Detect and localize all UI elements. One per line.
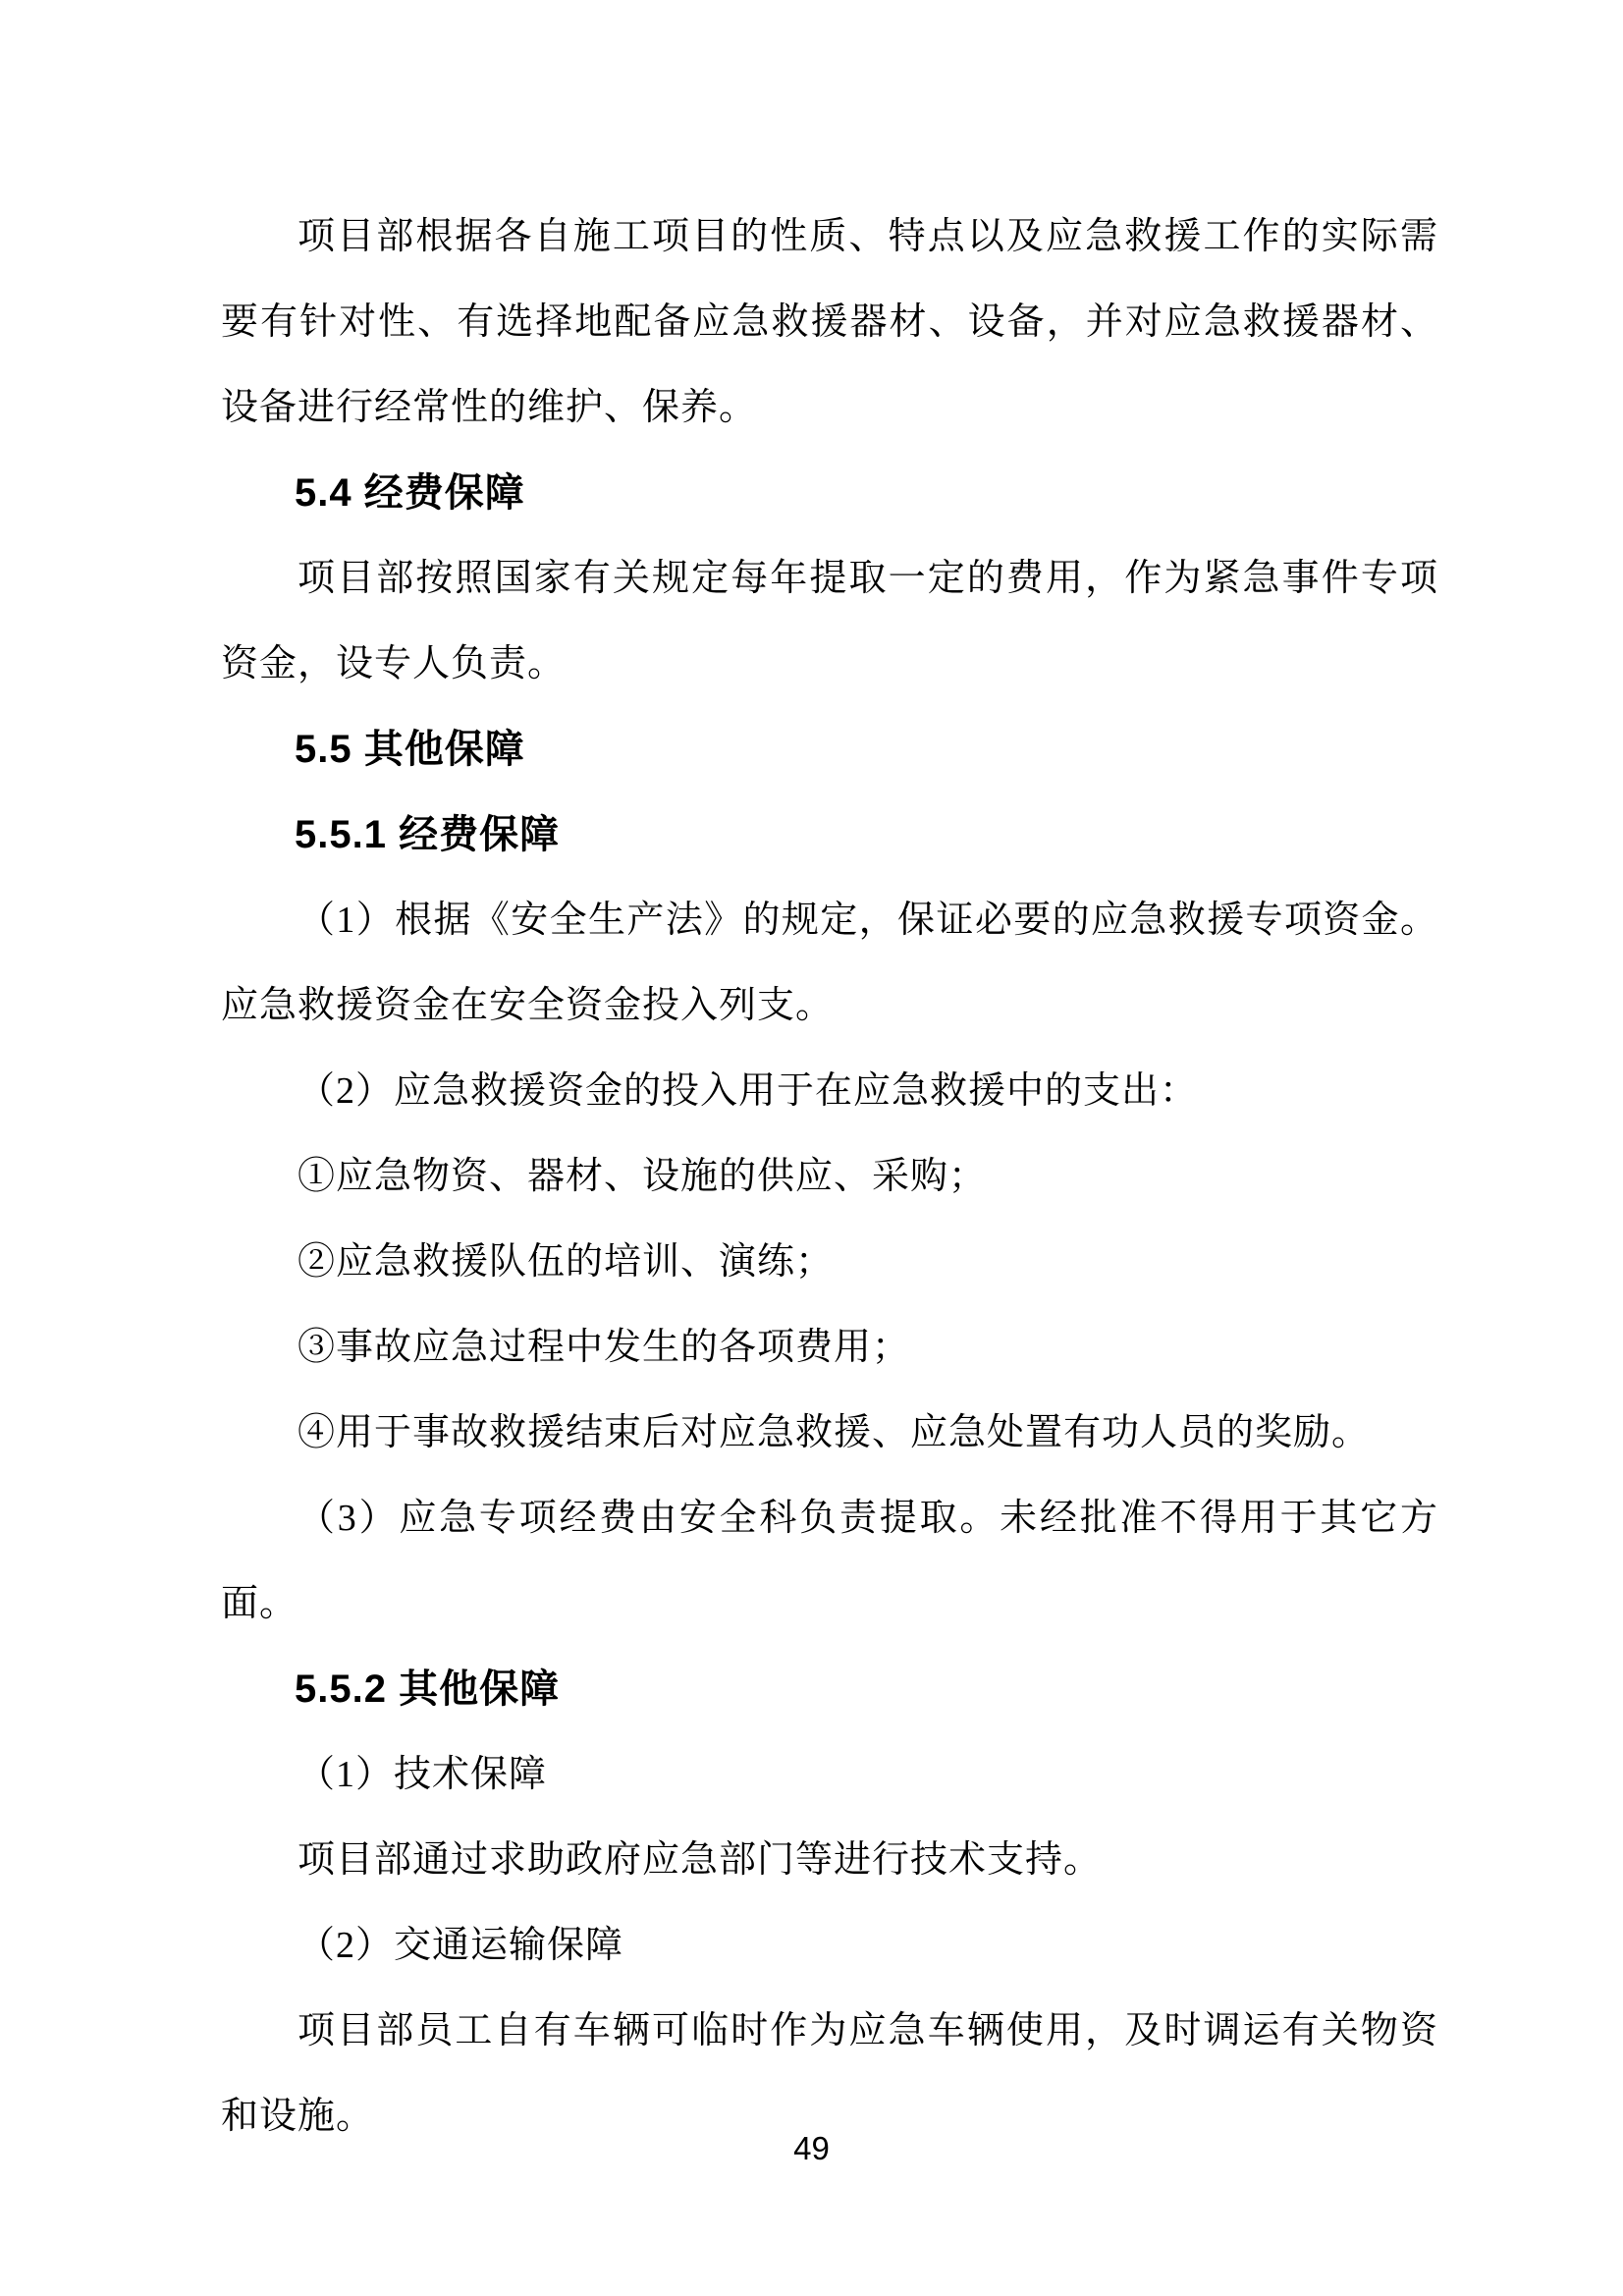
list-item-4-rewards: ④用于事故救援结束后对应急救援、应急处置有功人员的奖励。 [298,1412,1371,1453]
paragraph-item-2-funding-usage: （2）应急救援资金的投入用于在应急救援中的支出： [298,1070,1199,1112]
list-item-2-training: ②应急救援队伍的培训、演练； [298,1241,835,1283]
section-heading-5-5-2: 5.5.2 其他保障 [295,1667,561,1711]
list-item-3-expenses: ③事故应急过程中发生的各项费用； [298,1327,911,1368]
paragraph-item-2-transport-title: （2）交通运输保障 [298,1925,624,1966]
document-body [221,194,1438,2159]
section-heading-5-5-1: 5.5.1 经费保障 [295,813,561,856]
page-number: 49 [793,2130,830,2166]
paragraph-item-1-funding-law: （1）根据《安全生产法》的规定，保证必要的应急救援专项资金。应急救援资金在安全资金投入列支。 [221,900,1438,1026]
paragraph-item-1-technical-support-title: （1）技术保障 [298,1754,548,1795]
paragraph-transport-body: 项目部员工自有车辆可临时作为应急车辆使用，及时调运有关物资和设施。 [221,2010,1438,2137]
list-item-1-supplies: ①应急物资、器材、设施的供应、采购； [298,1156,988,1197]
section-heading-5-4: 5.4 经费保障 [295,471,525,515]
paragraph-funding-withdrawal: 项目部按照国家有关规定每年提取一定的费用，作为紧急事件专项资金，设专人负责。 [221,558,1438,684]
section-heading-5-5: 5.5 其他保障 [295,728,525,771]
paragraph-item-3-fund-management: （3）应急专项经费由安全科负责提取。未经批准不得用于其它方面。 [221,1498,1438,1624]
paragraph-equipment-provision: 项目部根据各自施工项目的性质、特点以及应急救援工作的实际需要有针对性、有选择地配备应急救援器材、设备，并对应急救援器材、设备进行经常性的维护、保养。 [221,216,1438,428]
paragraph-technical-support-body: 项目部通过求助政府应急部门等进行技术支持。 [298,1839,1103,1881]
